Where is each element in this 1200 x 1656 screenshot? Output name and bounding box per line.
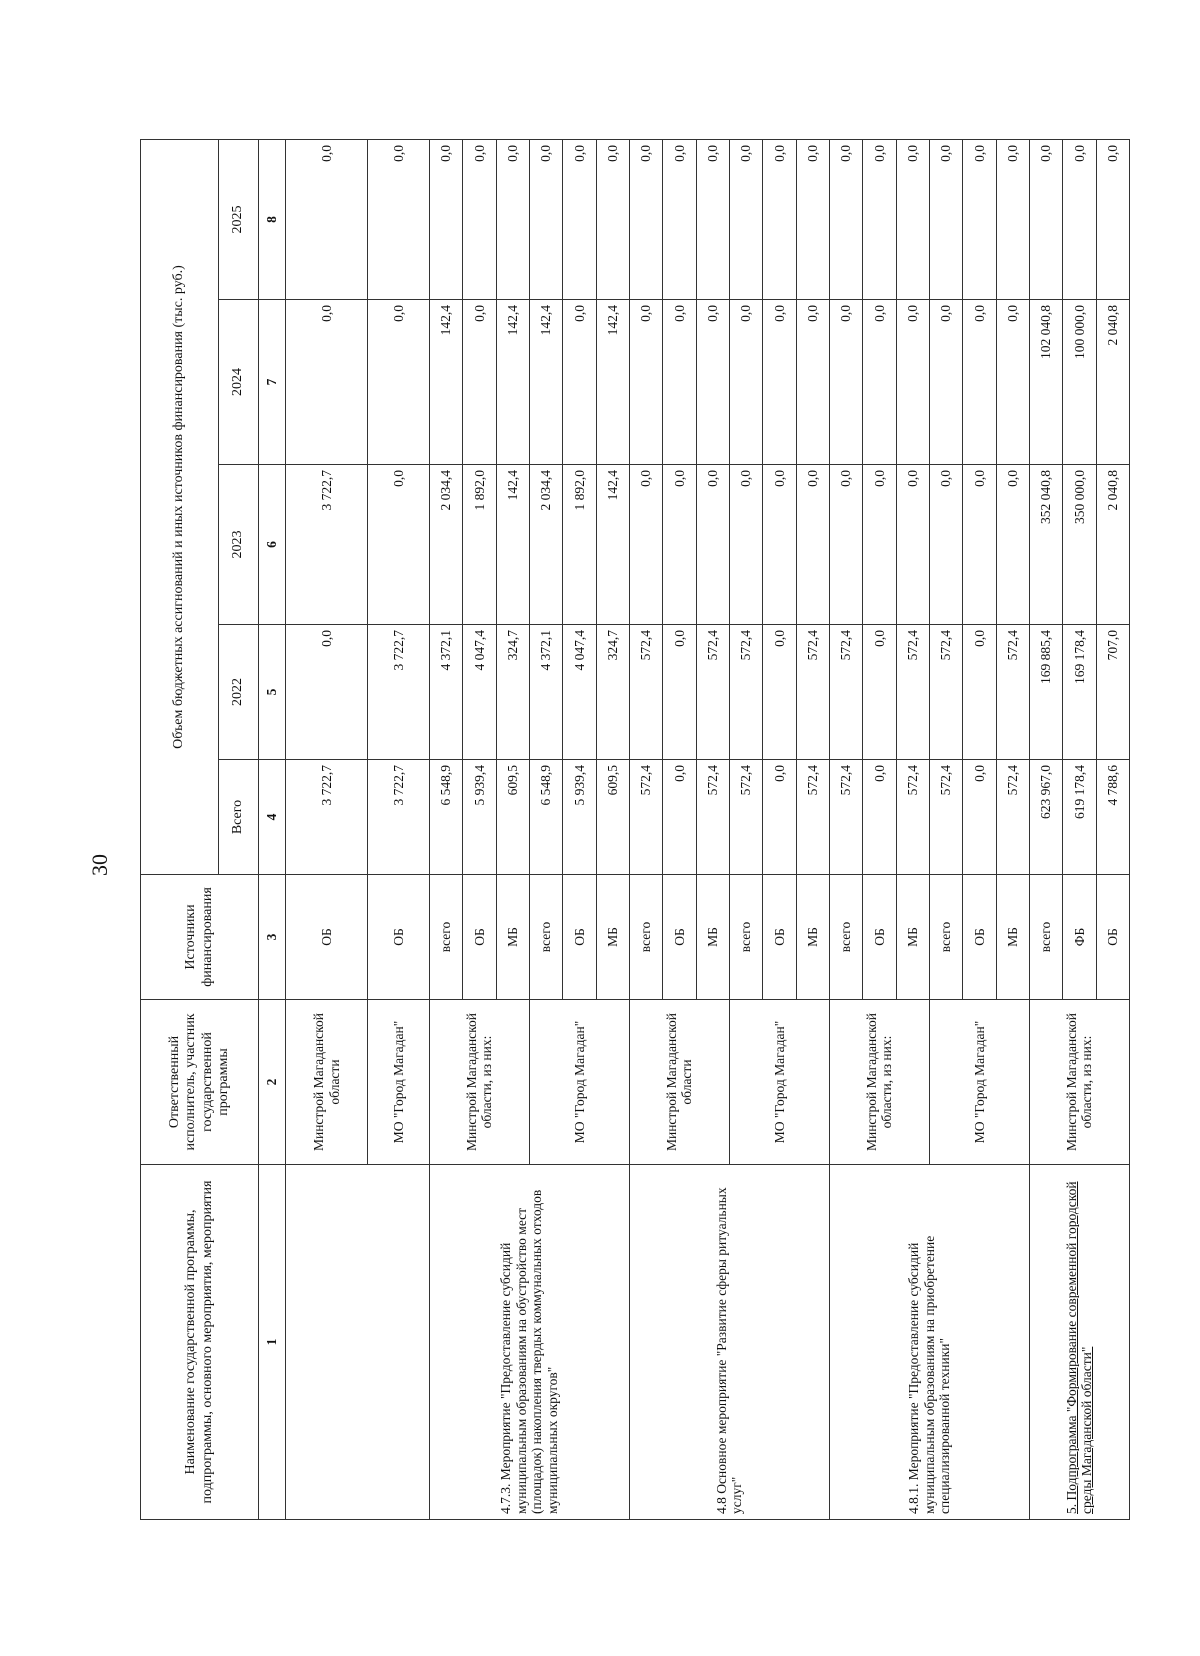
header-funding-source: Источники финансирования <box>141 875 259 1000</box>
source-cell: ОБ <box>663 875 696 1000</box>
value-total: 572,4 <box>929 760 962 875</box>
value-2024: 0,0 <box>929 300 962 465</box>
header-year-2023: 2023 <box>219 465 259 625</box>
value-2025: 0,0 <box>368 139 430 299</box>
value-2023: 0,0 <box>929 465 962 625</box>
program-name-cell: 4.7.3. Мероприятие "Предоставление субсидий муниципальным образованиям на обустройство мест (площадок) накопления твердых коммунальных отходов муниципальных округов" <box>430 1165 630 1520</box>
value-2023: 0,0 <box>629 465 662 625</box>
value-2023: 0,0 <box>963 465 996 625</box>
value-2025: 0,0 <box>629 139 662 299</box>
executor-cell: Минстрой Магаданской области <box>629 1000 729 1165</box>
header-program-name: Наименование государственной программы, подпрограммы, основного мероприятия, мероприятия <box>141 1165 259 1520</box>
value-2024: 0,0 <box>963 300 996 465</box>
value-2022: 169 885,4 <box>1029 625 1062 760</box>
program-name-cell: 5. Подпрограмма "Формирование современной городской среды Магаданской области" <box>1029 1165 1129 1520</box>
value-2024: 2 040,8 <box>1096 300 1129 465</box>
value-2022: 4 047,4 <box>563 625 596 760</box>
column-index: 8 <box>259 139 286 299</box>
value-2022: 572,4 <box>829 625 862 760</box>
source-cell: всего <box>829 875 862 1000</box>
value-2023: 2 034,4 <box>430 465 463 625</box>
column-index: 2 <box>259 1000 286 1165</box>
source-cell: ФБ <box>1063 875 1096 1000</box>
value-total: 572,4 <box>896 760 929 875</box>
value-total: 623 967,0 <box>1029 760 1062 875</box>
source-cell: всего <box>629 875 662 1000</box>
source-cell: ОБ <box>368 875 430 1000</box>
value-total: 572,4 <box>696 760 729 875</box>
value-total: 572,4 <box>829 760 862 875</box>
value-total: 0,0 <box>663 760 696 875</box>
value-2023: 0,0 <box>763 465 796 625</box>
value-2022: 4 372,1 <box>529 625 562 760</box>
value-2024: 0,0 <box>368 300 430 465</box>
value-2023: 0,0 <box>829 465 862 625</box>
value-2024: 142,4 <box>430 300 463 465</box>
source-cell: МБ <box>796 875 829 1000</box>
value-2024: 0,0 <box>286 300 368 465</box>
source-cell: ОБ <box>863 875 896 1000</box>
value-2022: 572,4 <box>929 625 962 760</box>
value-2022: 0,0 <box>863 625 896 760</box>
value-total: 6 548,9 <box>529 760 562 875</box>
value-2023: 0,0 <box>663 465 696 625</box>
value-2022: 0,0 <box>663 625 696 760</box>
executor-cell: МО "Город Магадан" <box>929 1000 1029 1165</box>
value-2022: 572,4 <box>696 625 729 760</box>
value-2023: 0,0 <box>996 465 1029 625</box>
value-2025: 0,0 <box>596 139 629 299</box>
value-2025: 0,0 <box>1063 139 1096 299</box>
value-2025: 0,0 <box>1029 139 1062 299</box>
executor-cell: МО "Город Магадан" <box>729 1000 829 1165</box>
value-2023: 0,0 <box>368 465 430 625</box>
executor-cell: Минстрой Магаданской области <box>286 1000 368 1165</box>
table-row <box>829 139 862 1519</box>
value-2024: 0,0 <box>863 300 896 465</box>
value-2025: 0,0 <box>430 139 463 299</box>
header-year-2025: 2025 <box>219 139 259 299</box>
value-2022: 3 722,7 <box>368 625 430 760</box>
value-total: 619 178,4 <box>1063 760 1096 875</box>
value-2025: 0,0 <box>863 139 896 299</box>
value-2024: 0,0 <box>563 300 596 465</box>
table-frame <box>140 140 1130 1520</box>
value-total: 609,5 <box>596 760 629 875</box>
source-cell: МБ <box>996 875 1029 1000</box>
column-index: 3 <box>259 875 286 1000</box>
value-2024: 0,0 <box>996 300 1029 465</box>
value-2025: 0,0 <box>996 139 1029 299</box>
value-2023: 0,0 <box>729 465 762 625</box>
value-2023: 1 892,0 <box>463 465 496 625</box>
value-2025: 0,0 <box>929 139 962 299</box>
value-2024: 102 040,8 <box>1029 300 1062 465</box>
program-name-cell <box>286 1165 430 1520</box>
value-2022: 572,4 <box>896 625 929 760</box>
value-2022: 0,0 <box>763 625 796 760</box>
value-2024: 0,0 <box>763 300 796 465</box>
header-executor: Ответственный исполнитель, участник государственной программы <box>141 1000 259 1165</box>
header-total: Всего <box>219 760 259 875</box>
value-2024: 142,4 <box>596 300 629 465</box>
value-total: 572,4 <box>996 760 1029 875</box>
source-cell: всего <box>430 875 463 1000</box>
source-cell: ОБ <box>763 875 796 1000</box>
value-2025: 0,0 <box>1096 139 1129 299</box>
value-2025: 0,0 <box>796 139 829 299</box>
value-total: 609,5 <box>496 760 529 875</box>
executor-cell: МО "Город Магадан" <box>368 1000 430 1165</box>
value-2025: 0,0 <box>463 139 496 299</box>
value-2022: 0,0 <box>963 625 996 760</box>
column-index: 6 <box>259 465 286 625</box>
value-total: 3 722,7 <box>368 760 430 875</box>
value-total: 6 548,9 <box>430 760 463 875</box>
value-total: 4 788,6 <box>1096 760 1129 875</box>
value-2024: 100 000,0 <box>1063 300 1096 465</box>
value-2024: 0,0 <box>663 300 696 465</box>
value-2022: 707,0 <box>1096 625 1129 760</box>
header-year-2022: 2022 <box>219 625 259 760</box>
source-cell: всего <box>729 875 762 1000</box>
executor-cell: МО "Город Магадан" <box>529 1000 629 1165</box>
value-2023: 1 892,0 <box>563 465 596 625</box>
value-2025: 0,0 <box>563 139 596 299</box>
value-total: 0,0 <box>863 760 896 875</box>
value-total: 0,0 <box>963 760 996 875</box>
source-cell: ОБ <box>563 875 596 1000</box>
value-2024: 0,0 <box>796 300 829 465</box>
source-cell: всего <box>1029 875 1062 1000</box>
program-name-cell: 4.8.1. Мероприятие "Предоставление субсидий муниципальным образованиям на приобретение специализированной техники" <box>829 1165 1029 1520</box>
page-number: 30 <box>87 854 112 876</box>
value-2024: 142,4 <box>496 300 529 465</box>
value-total: 5 939,4 <box>563 760 596 875</box>
value-2023: 2 040,8 <box>1096 465 1129 625</box>
value-2025: 0,0 <box>829 139 862 299</box>
executor-cell: Минстрой Магаданской области, из них: <box>829 1000 929 1165</box>
value-2023: 0,0 <box>696 465 729 625</box>
value-2023: 142,4 <box>596 465 629 625</box>
value-2025: 0,0 <box>663 139 696 299</box>
source-cell: ОБ <box>286 875 368 1000</box>
value-2022: 4 372,1 <box>430 625 463 760</box>
value-2022: 572,4 <box>796 625 829 760</box>
value-total: 3 722,7 <box>286 760 368 875</box>
source-cell: МБ <box>896 875 929 1000</box>
value-2022: 572,4 <box>729 625 762 760</box>
source-cell: МБ <box>496 875 529 1000</box>
value-2025: 0,0 <box>529 139 562 299</box>
value-2023: 350 000,0 <box>1063 465 1096 625</box>
value-2024: 0,0 <box>896 300 929 465</box>
value-2022: 572,4 <box>629 625 662 760</box>
source-cell: МБ <box>696 875 729 1000</box>
source-cell: ОБ <box>963 875 996 1000</box>
executor-cell: Минстрой Магаданской области, из них: <box>430 1000 530 1165</box>
value-2025: 0,0 <box>963 139 996 299</box>
value-2023: 3 722,7 <box>286 465 368 625</box>
source-cell: всего <box>529 875 562 1000</box>
value-2023: 352 040,8 <box>1029 465 1062 625</box>
source-cell: всего <box>929 875 962 1000</box>
value-2025: 0,0 <box>896 139 929 299</box>
value-2022: 0,0 <box>286 625 368 760</box>
value-2023: 0,0 <box>796 465 829 625</box>
value-2024: 0,0 <box>729 300 762 465</box>
column-index: 1 <box>259 1165 286 1520</box>
value-2024: 0,0 <box>463 300 496 465</box>
value-2022: 4 047,4 <box>463 625 496 760</box>
value-total: 572,4 <box>796 760 829 875</box>
value-total: 572,4 <box>729 760 762 875</box>
value-2023: 0,0 <box>863 465 896 625</box>
value-2023: 142,4 <box>496 465 529 625</box>
value-2024: 0,0 <box>696 300 729 465</box>
table-row <box>430 139 463 1519</box>
rotated-table-container <box>140 140 1130 1520</box>
value-2025: 0,0 <box>496 139 529 299</box>
value-2022: 572,4 <box>996 625 1029 760</box>
value-2023: 0,0 <box>896 465 929 625</box>
column-index: 7 <box>259 300 286 465</box>
column-index-row <box>259 139 286 1519</box>
column-index: 4 <box>259 760 286 875</box>
value-2025: 0,0 <box>696 139 729 299</box>
value-total: 572,4 <box>629 760 662 875</box>
value-2022: 169 178,4 <box>1063 625 1096 760</box>
value-2024: 0,0 <box>829 300 862 465</box>
table-row <box>629 139 662 1519</box>
budget-table <box>140 139 1130 1520</box>
program-name-cell: 4.8 Основное мероприятие "Развитие сферы ритуальных услуг" <box>629 1165 829 1520</box>
source-cell: МБ <box>596 875 629 1000</box>
value-2025: 0,0 <box>763 139 796 299</box>
value-total: 0,0 <box>763 760 796 875</box>
source-cell: ОБ <box>1096 875 1129 1000</box>
value-2022: 324,7 <box>496 625 529 760</box>
table-row <box>1029 139 1062 1519</box>
value-2025: 0,0 <box>729 139 762 299</box>
value-2024: 0,0 <box>629 300 662 465</box>
value-2025: 0,0 <box>286 139 368 299</box>
executor-cell: Минстрой Магаданской области, из них: <box>1029 1000 1129 1165</box>
value-2024: 142,4 <box>529 300 562 465</box>
table-row <box>286 139 368 1519</box>
header-year-2024: 2024 <box>219 300 259 465</box>
value-total: 5 939,4 <box>463 760 496 875</box>
source-cell: ОБ <box>463 875 496 1000</box>
value-2023: 2 034,4 <box>529 465 562 625</box>
column-index: 5 <box>259 625 286 760</box>
value-2022: 324,7 <box>596 625 629 760</box>
header-budget-volume: Объем бюджетных ассигнований и иных источников финансирования (тыс. руб.) <box>141 139 219 874</box>
